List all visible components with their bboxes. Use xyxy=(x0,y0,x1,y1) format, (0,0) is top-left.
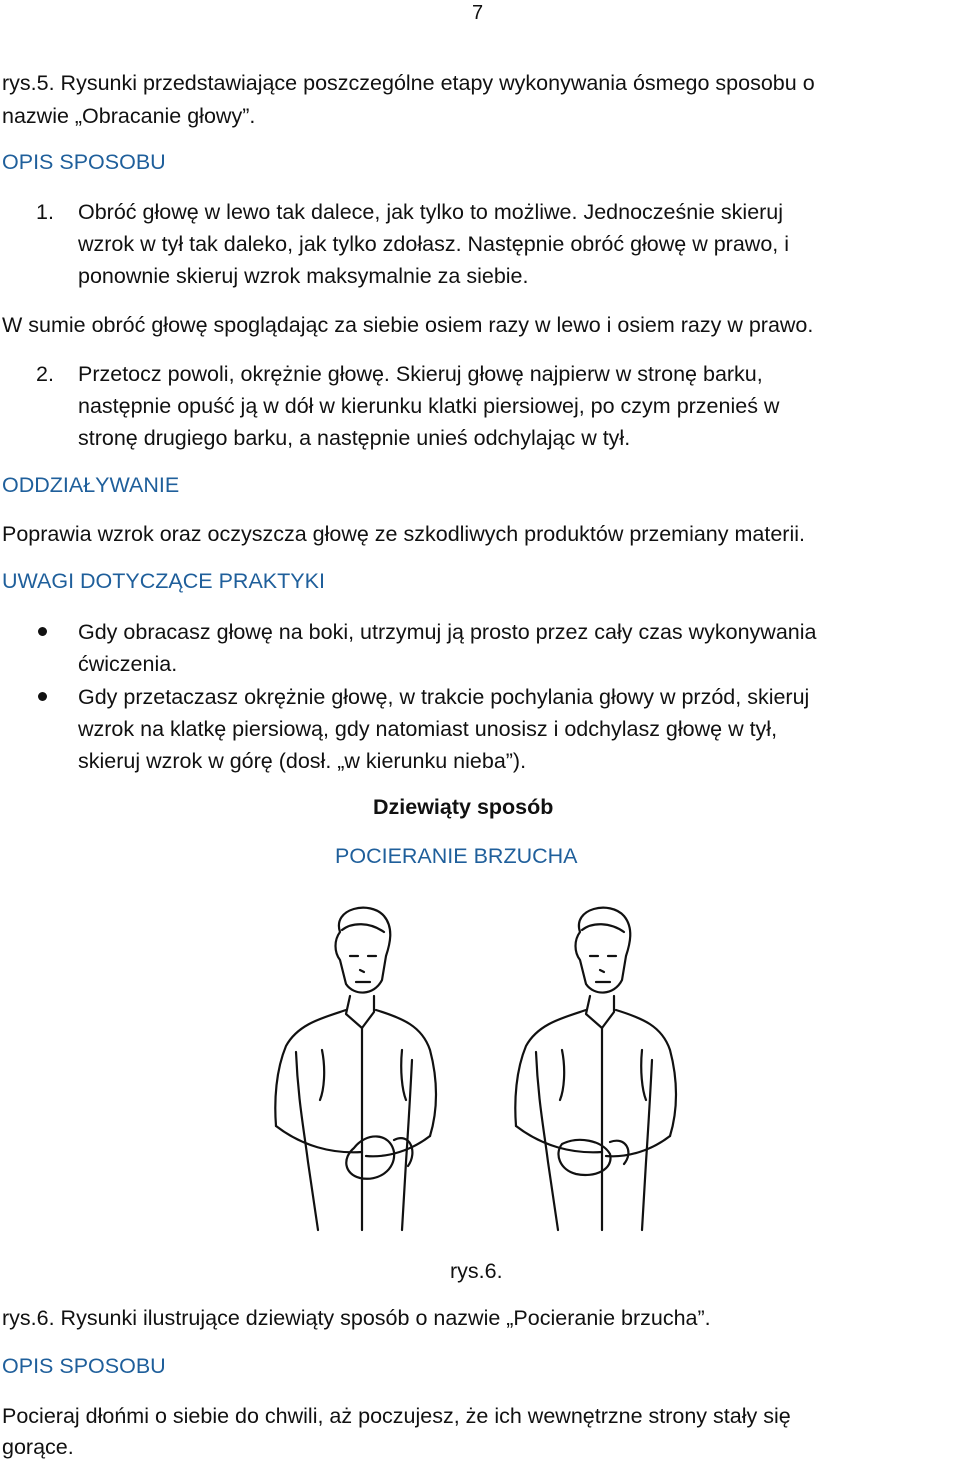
effect-text: Poprawia wzrok oraz oczyszcza głowę ze szkodliwych produktów przemiany materii. xyxy=(2,522,805,546)
bullet-icon xyxy=(38,627,47,636)
section-heading-uwagi: UWAGI DOTYCZĄCE PRAKTYKI xyxy=(2,569,325,593)
illustration-belly-rubbing xyxy=(262,900,722,1240)
figure-caption-5-line2: nazwie „Obracanie głowy”. xyxy=(2,104,256,128)
figure-left xyxy=(275,908,436,1230)
final-line1: Pocieraj dłońmi o siebie do chwili, aż poczujesz, że ich wewnętrzne strony stały się xyxy=(2,1404,791,1428)
method-name: POCIERANIE BRZUCHA xyxy=(335,844,578,868)
summary-text: W sumie obróć głowę spoglądając za siebie osiem razy w lewo i osiem razy w prawo. xyxy=(2,313,814,337)
note2-line3: skieruj wzrok w górę (dosł. „w kierunku nieba”). xyxy=(78,749,527,773)
step2-line1: Przetocz powoli, okrężnie głowę. Skieruj głowę najpierw w stronę barku, xyxy=(78,362,763,386)
note2-line2: wzrok na klatkę piersiową, gdy natomiast unosisz i odchylasz głowę w tył, xyxy=(78,717,778,741)
step2-line3: stronę drugiego barku, a następnie unieś odchylając w tył. xyxy=(78,426,631,450)
step1-line2: wzrok w tył tak daleko, jak tylko zdołasz. Następnie obróć głowę w prawo, i xyxy=(78,232,790,256)
section-heading-opis-sposobu: OPIS SPOSOBU xyxy=(2,150,166,174)
figure-caption-5-line1: rys.5. Rysunki przedstawiające poszczególne etapy wykonywania ósmego sposobu o xyxy=(2,71,815,95)
step1-line1: Obróć głowę w lewo tak dalece, jak tylko to możliwe. Jednocześnie skieruj xyxy=(78,200,784,224)
figure-caption-6: rys.6. Rysunki ilustrujące dziewiąty sposób o nazwie „Pocieranie brzucha”. xyxy=(2,1306,711,1330)
note1-line2: ćwiczenia. xyxy=(78,652,178,676)
section-heading-oddzialywanie: ODDZIAŁYWANIE xyxy=(2,473,180,497)
page-number: 7 xyxy=(472,2,484,24)
step2-number: 2. xyxy=(36,362,54,386)
step1-line3: ponownie skieruj wzrok maksymalnie za siebie. xyxy=(78,264,529,288)
step1-number: 1. xyxy=(36,200,54,224)
section-heading-opis-sposobu-2: OPIS SPOSOBU xyxy=(2,1354,166,1378)
note2-line1: Gdy przetaczasz okrężnie głowę, w trakcie pochylania głowy w przód, skieruj xyxy=(78,685,810,709)
note1-line1: Gdy obracasz głowę na boki, utrzymuj ją prosto przez cały czas wykonywania xyxy=(78,620,817,644)
step2-line2: następnie opuść ją w dół w kierunku klatki piersiowej, po czym przenieś w xyxy=(78,394,780,418)
final-line2: gorące. xyxy=(2,1435,74,1459)
bullet-icon xyxy=(38,692,47,701)
figure-label: rys.6. xyxy=(450,1259,503,1283)
figure-right xyxy=(515,908,676,1230)
method-title: Dziewiąty sposób xyxy=(373,795,554,819)
